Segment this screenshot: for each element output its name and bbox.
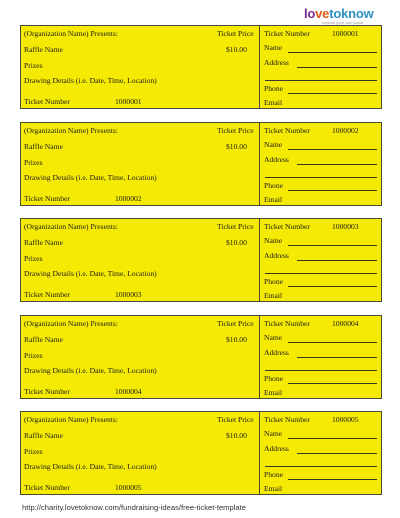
address-write-line-2 bbox=[265, 370, 377, 371]
phone-write-line bbox=[288, 190, 377, 191]
stub-divider bbox=[259, 26, 260, 108]
phone-write-line bbox=[288, 383, 377, 384]
raffle-ticket bbox=[20, 218, 382, 302]
ticket-price-label: Ticket Price bbox=[217, 415, 254, 424]
presents-label: (Organization Name) Presents: bbox=[24, 415, 118, 424]
name-write-line bbox=[288, 52, 377, 53]
presents-label: (Organization Name) Presents: bbox=[24, 29, 118, 38]
ticket-number-label: Ticket Number bbox=[24, 290, 70, 299]
stub-ticket-number-label: Ticket Number bbox=[264, 318, 310, 328]
raffle-name-label: Raffle Name bbox=[24, 334, 63, 344]
logo-part-3: toknow bbox=[329, 6, 374, 21]
address-write-line-2 bbox=[265, 466, 377, 467]
drawing-details-label: Drawing Details (i.e. Date, Time, Location) bbox=[24, 365, 157, 375]
address-write-line-1 bbox=[297, 67, 377, 68]
stub-email-label: Email bbox=[264, 484, 283, 493]
price-value: $10.00 bbox=[226, 238, 247, 247]
address-write-line-2 bbox=[265, 273, 377, 274]
name-write-line bbox=[288, 149, 377, 150]
address-write-line-2 bbox=[265, 80, 377, 81]
stub-email-label: Email bbox=[264, 98, 283, 107]
ticket-number-value: 1000001 bbox=[115, 97, 142, 106]
stub-divider bbox=[259, 219, 260, 301]
stub-email-label: Email bbox=[264, 291, 283, 300]
prizes-label: Prizes bbox=[24, 157, 43, 167]
stub-phone-label: Phone bbox=[264, 180, 283, 190]
stub-divider bbox=[259, 123, 260, 205]
ticket-price-label: Ticket Price bbox=[217, 125, 254, 135]
stub-address-label: Address bbox=[264, 154, 289, 164]
prizes-label: Prizes bbox=[24, 447, 43, 456]
price-value: $10.00 bbox=[226, 431, 247, 440]
name-write-line bbox=[288, 342, 377, 343]
stub-name-label: Name bbox=[264, 139, 283, 149]
raffle-ticket bbox=[20, 411, 382, 495]
stub-email-label: Email bbox=[264, 194, 283, 204]
stub-email-label: Email bbox=[264, 387, 283, 397]
stub-phone-label: Phone bbox=[264, 373, 283, 383]
ticket-price-label: Ticket Price bbox=[217, 29, 254, 38]
logo-part-2: ve bbox=[315, 6, 330, 21]
ticket-number-label: Ticket Number bbox=[24, 483, 70, 492]
stub-phone-label: Phone bbox=[264, 84, 283, 93]
logo-tagline: explore your own world bbox=[322, 20, 364, 25]
address-write-line-1 bbox=[297, 164, 377, 165]
raffle-ticket bbox=[20, 315, 382, 399]
stub-address-label: Address bbox=[264, 444, 289, 453]
price-value: $10.00 bbox=[226, 45, 247, 54]
address-write-line-1 bbox=[297, 260, 377, 261]
logo-part-1: lo bbox=[304, 6, 316, 21]
address-write-line-1 bbox=[297, 357, 377, 358]
stub-divider bbox=[259, 412, 260, 494]
source-url: http://charity.lovetoknow.com/fundraising-ideas/free-ticket-template bbox=[22, 503, 246, 512]
prizes-label: Prizes bbox=[24, 350, 43, 360]
stub-phone-label: Phone bbox=[264, 277, 283, 286]
raffle-name-label: Raffle Name bbox=[24, 141, 63, 151]
ticket-number-label: Ticket Number bbox=[24, 386, 70, 396]
stub-name-label: Name bbox=[264, 43, 283, 52]
stub-name-label: Name bbox=[264, 332, 283, 342]
logo-wordmark bbox=[304, 7, 384, 20]
stub-ticket-number-label: Ticket Number bbox=[264, 415, 310, 424]
address-write-line-2 bbox=[265, 177, 377, 178]
prizes-label: Prizes bbox=[24, 254, 43, 263]
drawing-details-label: Drawing Details (i.e. Date, Time, Location) bbox=[24, 269, 157, 278]
price-value: $10.00 bbox=[226, 141, 247, 151]
stub-ticket-number-value: 1000003 bbox=[332, 222, 359, 231]
drawing-details-label: Drawing Details (i.e. Date, Time, Location) bbox=[24, 462, 157, 471]
ticket-sheet bbox=[20, 25, 382, 508]
drawing-details-label: Drawing Details (i.e. Date, Time, Location) bbox=[24, 76, 157, 85]
stub-ticket-number-value: 1000001 bbox=[332, 29, 359, 38]
stub-ticket-number-value: 1000004 bbox=[332, 318, 359, 328]
ticket-price-label: Ticket Price bbox=[217, 318, 254, 328]
stub-address-label: Address bbox=[264, 58, 289, 67]
stub-address-label: Address bbox=[264, 251, 289, 260]
stub-address-label: Address bbox=[264, 347, 289, 357]
price-value: $10.00 bbox=[226, 334, 247, 344]
stub-ticket-number-value: 1000002 bbox=[332, 125, 359, 135]
raffle-name-label: Raffle Name bbox=[24, 238, 63, 247]
lovetoknow-logo bbox=[304, 7, 384, 25]
ticket-number-value: 1000003 bbox=[115, 290, 142, 299]
ticket-number-label: Ticket Number bbox=[24, 193, 70, 203]
phone-write-line bbox=[288, 286, 377, 287]
stub-ticket-number-label: Ticket Number bbox=[264, 125, 310, 135]
presents-label: (Organization Name) Presents: bbox=[24, 125, 118, 135]
presents-label: (Organization Name) Presents: bbox=[24, 318, 118, 328]
name-write-line bbox=[288, 438, 377, 439]
stub-ticket-number-label: Ticket Number bbox=[264, 222, 310, 231]
prizes-label: Prizes bbox=[24, 61, 43, 70]
raffle-ticket bbox=[20, 25, 382, 109]
stub-ticket-number-value: 1000005 bbox=[332, 415, 359, 424]
raffle-name-label: Raffle Name bbox=[24, 431, 63, 440]
stub-phone-label: Phone bbox=[264, 470, 283, 479]
ticket-number-label: Ticket Number bbox=[24, 97, 70, 106]
presents-label: (Organization Name) Presents: bbox=[24, 222, 118, 231]
stub-name-label: Name bbox=[264, 236, 283, 245]
stub-divider bbox=[259, 316, 260, 398]
stub-name-label: Name bbox=[264, 429, 283, 438]
ticket-price-label: Ticket Price bbox=[217, 222, 254, 231]
ticket-number-value: 1000002 bbox=[115, 193, 142, 203]
ticket-number-value: 1000004 bbox=[115, 386, 142, 396]
ticket-number-value: 1000005 bbox=[115, 483, 142, 492]
raffle-ticket bbox=[20, 122, 382, 206]
stub-ticket-number-label: Ticket Number bbox=[264, 29, 310, 38]
phone-write-line bbox=[288, 479, 377, 480]
drawing-details-label: Drawing Details (i.e. Date, Time, Location) bbox=[24, 172, 157, 182]
raffle-name-label: Raffle Name bbox=[24, 45, 63, 54]
phone-write-line bbox=[288, 93, 377, 94]
name-write-line bbox=[288, 245, 377, 246]
address-write-line-1 bbox=[297, 453, 377, 454]
